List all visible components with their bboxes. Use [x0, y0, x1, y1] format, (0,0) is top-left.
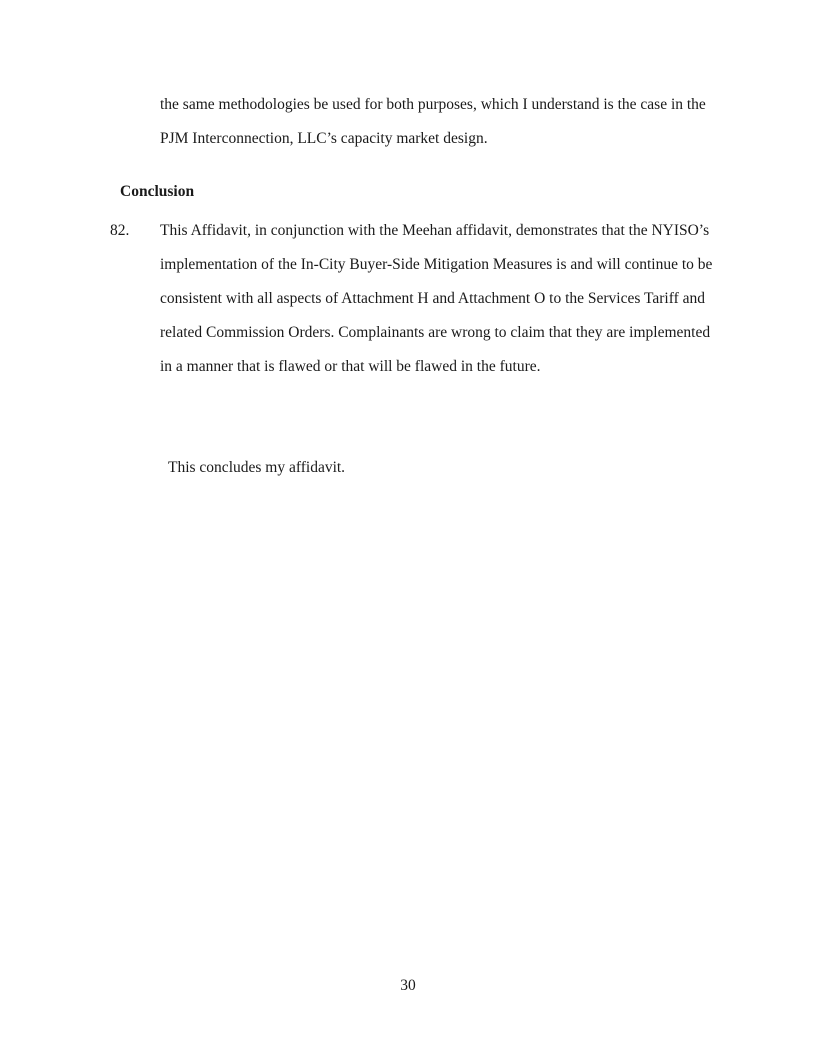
closing-line: This concludes my affidavit.: [168, 459, 346, 476]
section-heading-conclusion: Conclusion: [120, 183, 195, 200]
paragraph-number: 82.: [110, 222, 130, 239]
page-number: 30: [400, 977, 416, 994]
numbered-paragraph-82: [110, 214, 720, 384]
continuation-paragraph: the same methodologies be used for both purposes, which I understand is the case in the PJM Interconnection, LLC’s capacity market design.: [160, 96, 706, 147]
paragraph-body: This Affidavit, in conjunction with the Meehan affidavit, demonstrates that the NYISO’s implementation of the In-City Buyer-Side Mitigation Measures is and will continue to be consistent with all aspects of Attachment H and Attachment O to the Services Tariff and related Commission Orders. Complainants are wrong to claim that they are implemented in a manner that is flawed or that will be flawed in the future.: [160, 222, 713, 375]
